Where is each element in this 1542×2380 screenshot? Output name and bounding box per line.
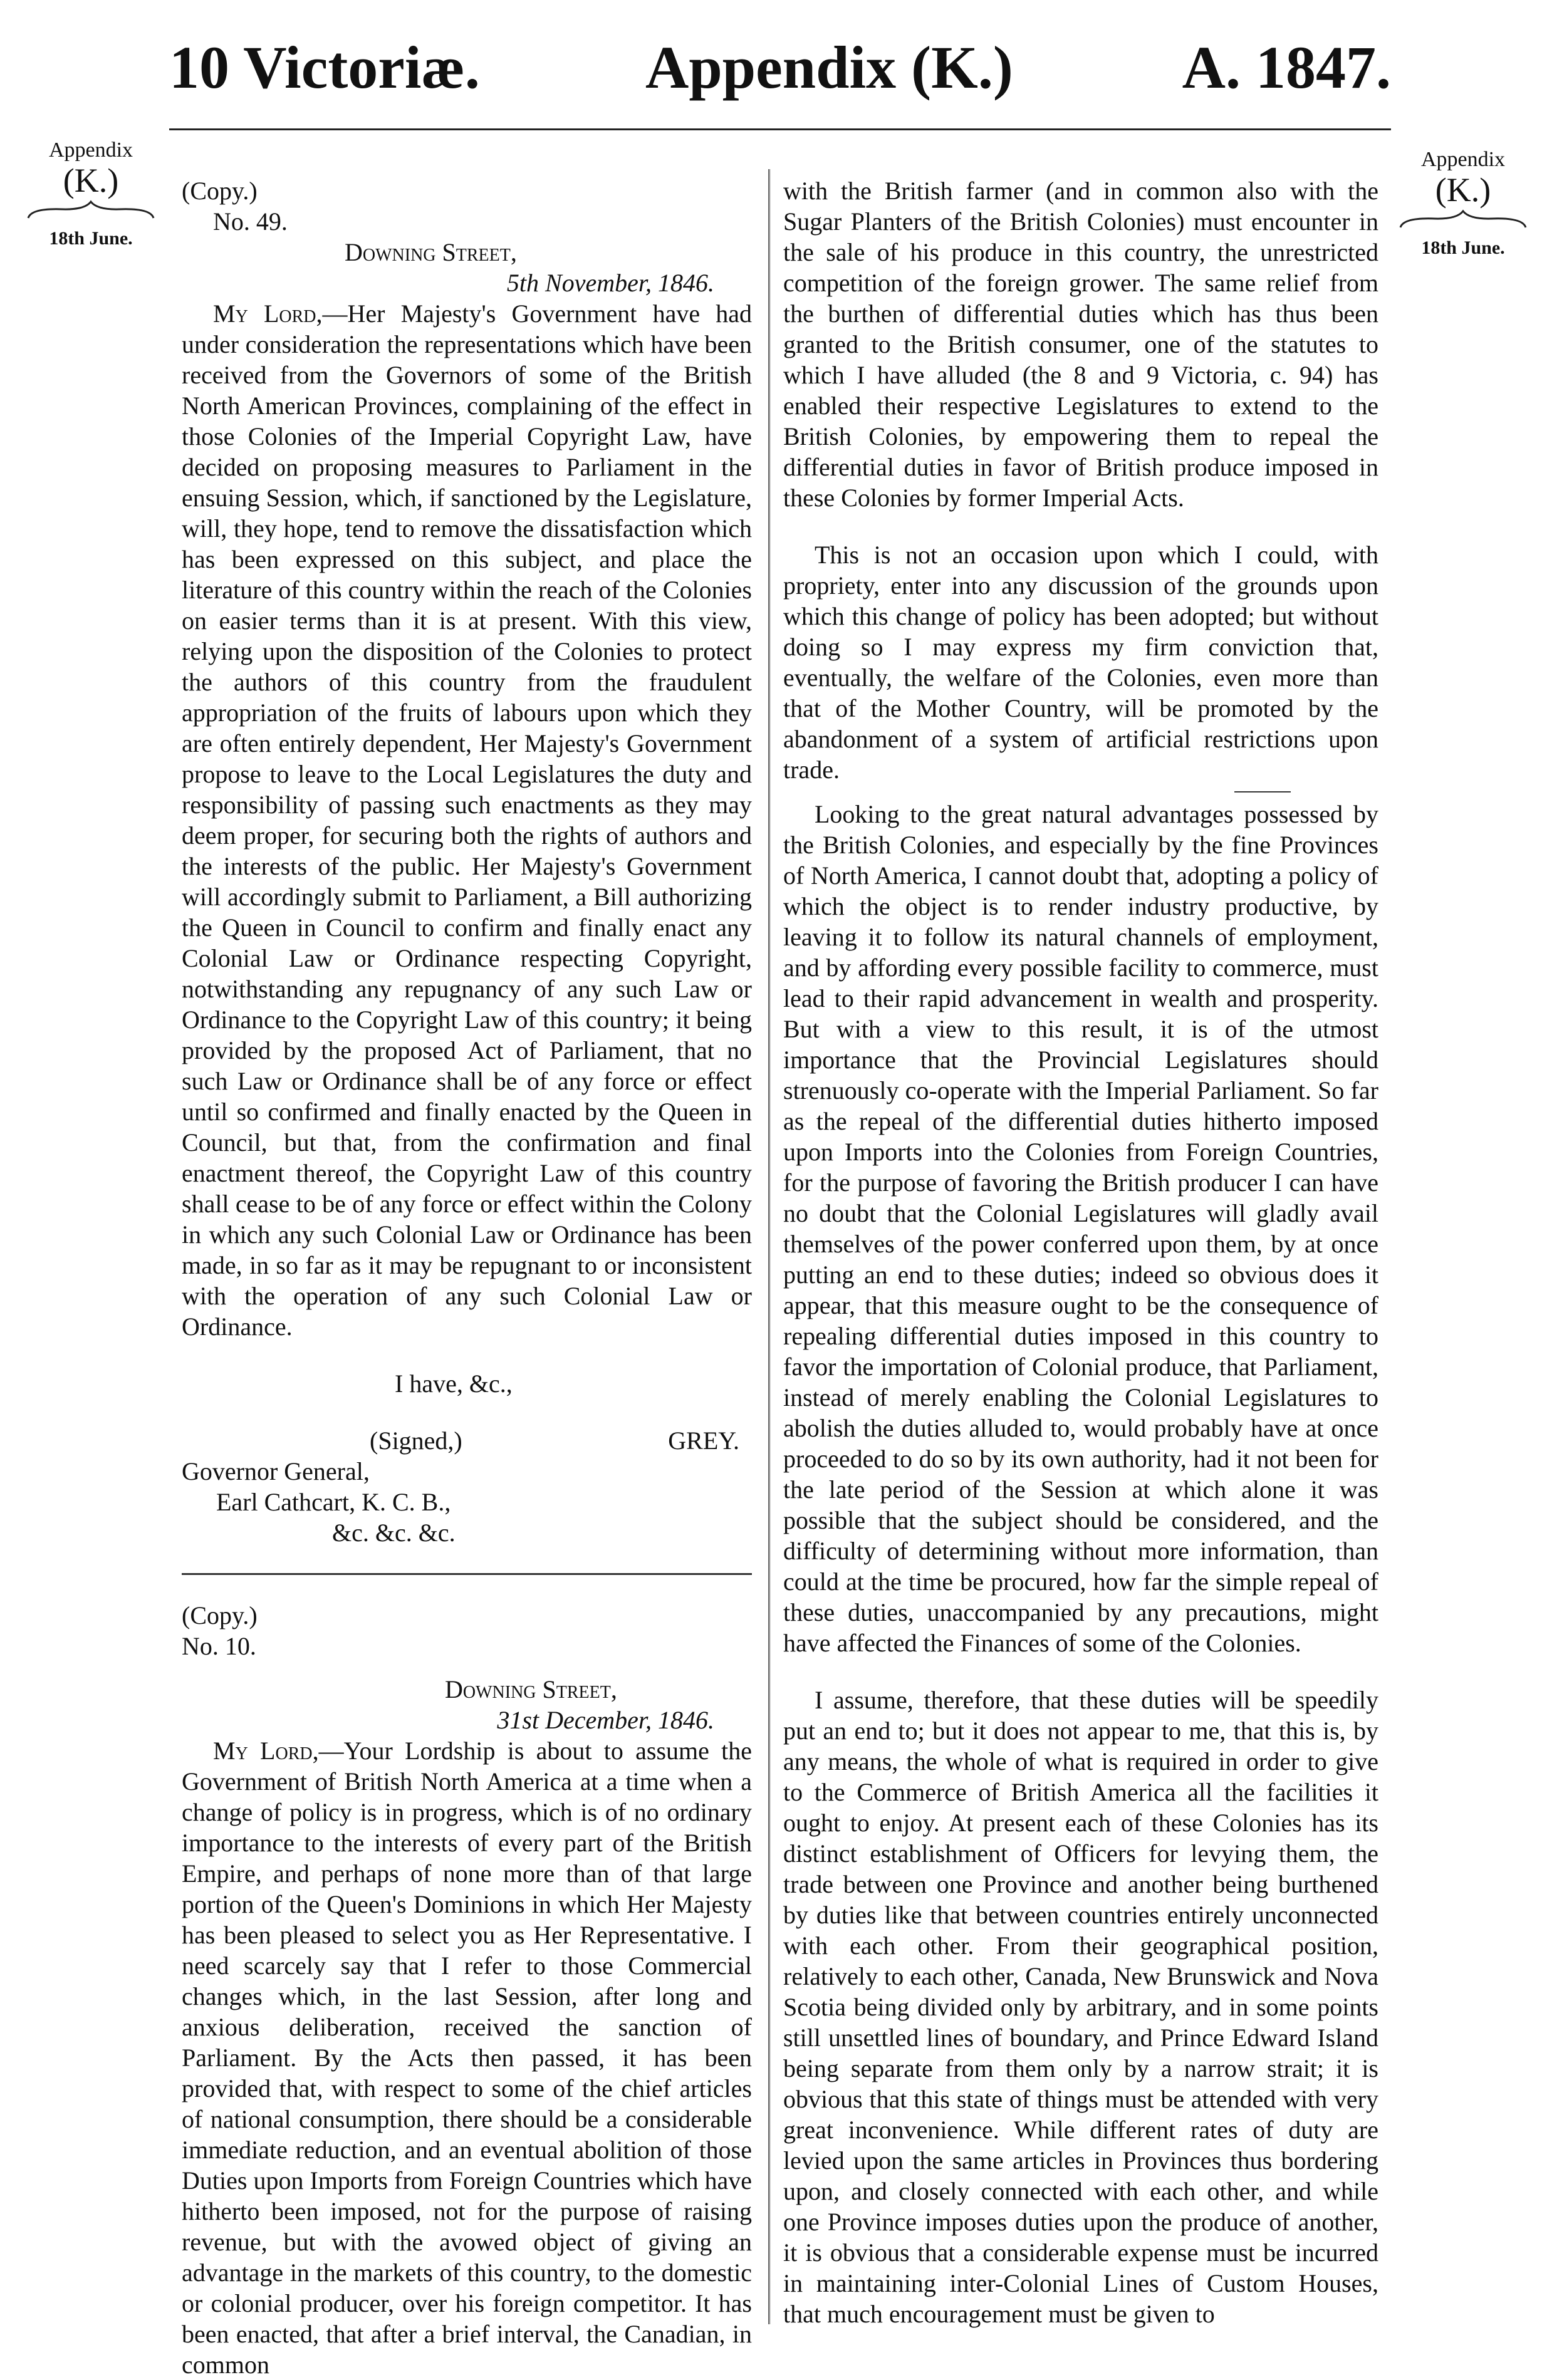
header-year: A. 1847.: [1182, 34, 1391, 101]
brace-ornament: [1397, 209, 1529, 231]
salutation: My Lord,: [213, 1737, 319, 1765]
letter-body: [182, 298, 752, 1342]
column-divider: [768, 169, 770, 2324]
signer-name: GREY.: [668, 1426, 739, 1455]
copy-label: (Copy.): [182, 177, 258, 205]
addressee-line: &c. &c. &c.: [332, 1519, 456, 1547]
salutation: My Lord,: [213, 299, 323, 328]
margin-note-left: [25, 138, 157, 249]
paragraph: Looking to the great natural advantages possessed by the British Colonies, and especially by the fine Provinces of North America, I cannot doubt that, adopting a policy of which the object is to render industry productive, by leaving it to follow its natural channels of employment, and by affording every possible facility to commerce, must lead to their rapid advancement in wealth and prosperity. But with a view to this result, it is of the utmost importance that the Provincial Legislatures should strenuously co-operate with the Imperial Parliament. So far as the repeal of the differential duties hitherto imposed upon Imports into the Colonies from Foreign Countries, for the purpose of favoring the British producer I can have no doubt that the Colonial Legislatures will gladly avail themselves of the power conferred upon them, by at once putting an end to these duties; indeed so obvious does it appear, that this measure ought to be the consequence of repealing differential duties imposed in this country to favor the importation of Colonial produce, that Parliament, instead of merely enabling the Colonial Legislatures to abolish the duties alluded to, would probably have at once proceeded to do so by its own authority, had it not been for the late period of the Session at which alone it was possible that the subject should be considered, and the difficulty of determining without more information, than could at the time be procured, how far the simple repeal of these duties, unaccompanied by any precautions, might have affected the Finances of some of the Colonies.: [783, 800, 1378, 1657]
right-column: [783, 175, 1378, 2329]
short-rule: [1234, 791, 1291, 792]
addressee-line: Governor General,: [182, 1457, 370, 1485]
left-column: [182, 175, 752, 2380]
letter-body-text: —Her Majesty's Government have had under consideration the representations which have been received from the Governors of some of the British North American Provinces, complaining of the effect in those Colonies of the Imperial Copyright Law, have decided on proposing measures to Parliament in the ensuing Session, which, if sanctioned by the Legislature, will, they hope, tend to remove the dissatisfaction which has been expressed on this subject, and place the literature of this country within the reach of the Colonies on easier terms than it is at present. With this view, relying upon the disposition of the Colonies to protect the authors of this country from the fraudulent appropriation of the fruits of labours upon which they are often entirely dependent, Her Majesty's Government propose to leave to the Local Legislatures the duty and responsibility of passing such enactments as they may deem proper, for securing both the rights of authors and the interests of the public. Her Majesty's Government will accordingly submit to Parliament, a Bill authorizing the Queen in Council to confirm and finally enact any Colonial Law or Ordinance respecting Copyright, notwithstanding any repugnancy of any such Law or Ordinance to the Copyright Law of this country; it being provided by the proposed Act of Parliament, that no such Law or Ordinance shall be of any force or effect until so confirmed and finally enacted by the Queen in Council, but that, from the confirmation and final enactment thereof, the Copyright Law of this country shall cease to be of any force or effect within the Colony in which any such Colonial Law or Ordinance has been made, in so far as it may be repugnant to or inconsistent with the operation of any such Colonial Law or Ordinance.: [182, 299, 752, 1341]
letter-date: 5th November, 1846.: [506, 269, 714, 297]
addressee-line: Earl Cathcart, K. C. B.,: [216, 1488, 451, 1516]
signed-label: (Signed,): [370, 1426, 462, 1455]
margin-note-right: [1397, 147, 1529, 259]
header-appendix: Appendix (K.): [645, 34, 1013, 101]
margin-note-title: Appendix: [48, 138, 133, 162]
paragraph: I assume, therefore, that these duties will be speedily put an end to; but it does not appear to me, that this is, by any means, the whole of what is required in order to give to the Commerce of British America all the facilities it ought to enjoy. At present each of these Colonies has its distinct establishment of Officers for levying them, the trade between one Province and another being burthened by duties like that between countries entirely unconnected with each other. From their geographical position, relatively to each other, Canada, New Brunswick and Nova Scotia being divided only by arbitrary, and in some points still unsettled lines of boundary, and Prince Edward Island being separate from them only by a narrow strait; it is obvious that this state of things must be attended with very great inconvenience. While different rates of duty are levied upon the same articles in Provinces thus bordering upon, and closely connected with each other, and while one Province imposes duties upon the produce of another, it is obvious that a considerable expense must be incurred in maintaining inter-Colonial Lines of Custom Houses, that much encouragement must be given to: [783, 1686, 1378, 2328]
letter-number: No. 49.: [213, 207, 288, 236]
letter-place: Downing Street,: [345, 238, 517, 266]
letter-body: [182, 1735, 752, 2380]
running-head: [169, 14, 1391, 108]
letter-date: 31st December, 1846.: [497, 1706, 714, 1734]
margin-note-date: 18th June.: [49, 227, 133, 249]
margin-note-title: Appendix: [1420, 148, 1506, 171]
header-rule: [169, 128, 1391, 130]
closing: I have, &c.,: [395, 1369, 513, 1398]
signature-row: [182, 1425, 752, 1456]
letter-place: Downing Street,: [445, 1675, 617, 1703]
paragraph: with the British farmer (and in common also with the Sugar Planters of the British Colonies) must encounter in the sale of his produce in this country, the unrestricted competition of the foreign grower. The same relief from the burthen of differential duties which has thus been granted to the British consumer, one of the statutes to which I have alluded (the 8 and 9 Victoria, c. 94) has enabled their respective Legislatures to extend to the British Colonies, by empowering them to repeal the differential duties in favor of British produce imposed in these Colonies by former Imperial Acts.: [783, 177, 1378, 512]
margin-note-letter: (K.): [1435, 171, 1491, 209]
letter-number: No. 10.: [182, 1632, 256, 1660]
margin-note-letter: (K.): [63, 162, 119, 200]
header-session: 10 Victoriæ.: [169, 34, 480, 101]
letter-separator: [182, 1573, 752, 1575]
brace-ornament: [25, 199, 157, 222]
letter-body-text: —Your Lordship is about to assume the Government of British North America at a time when a change of policy is in progress, which is of no ordinary importance to the interests of every part of the British Empire, and perhaps of none more than of that large portion of the Queen's Dominions in which Her Majesty has been pleased to select you as Her Representative. I need scarcely say that I refer to those Commercial changes which, in the last Session, after long and anxious deliberation, received the sanction of Parliament. By the Acts then passed, it has been provided that, with respect to some of the chief articles of national consumption, there should be a considerable immediate reduction, and an eventual abolition of those Duties upon Imports from Foreign Countries which have hitherto been imposed, not for the purpose of raising revenue, but with the avowed object of giving an advantage in the markets of this country, to the domestic or colonial producer, over his foreign competitor. It has been enacted, that after a brief interval, the Canadian, in common: [182, 1737, 752, 2379]
margin-note-date: 18th June.: [1421, 237, 1505, 258]
paragraph: This is not an occasion upon which I could, with propriety, enter into any discussion of the grounds upon which this change of policy has been adopted; but without doing so I may express my firm conviction that, eventually, the welfare of the Colonies, even more than that of the Mother Country, will be promoted by the abandonment of a system of artificial restrictions upon trade.: [783, 541, 1378, 784]
copy-label: (Copy.): [182, 1601, 258, 1629]
